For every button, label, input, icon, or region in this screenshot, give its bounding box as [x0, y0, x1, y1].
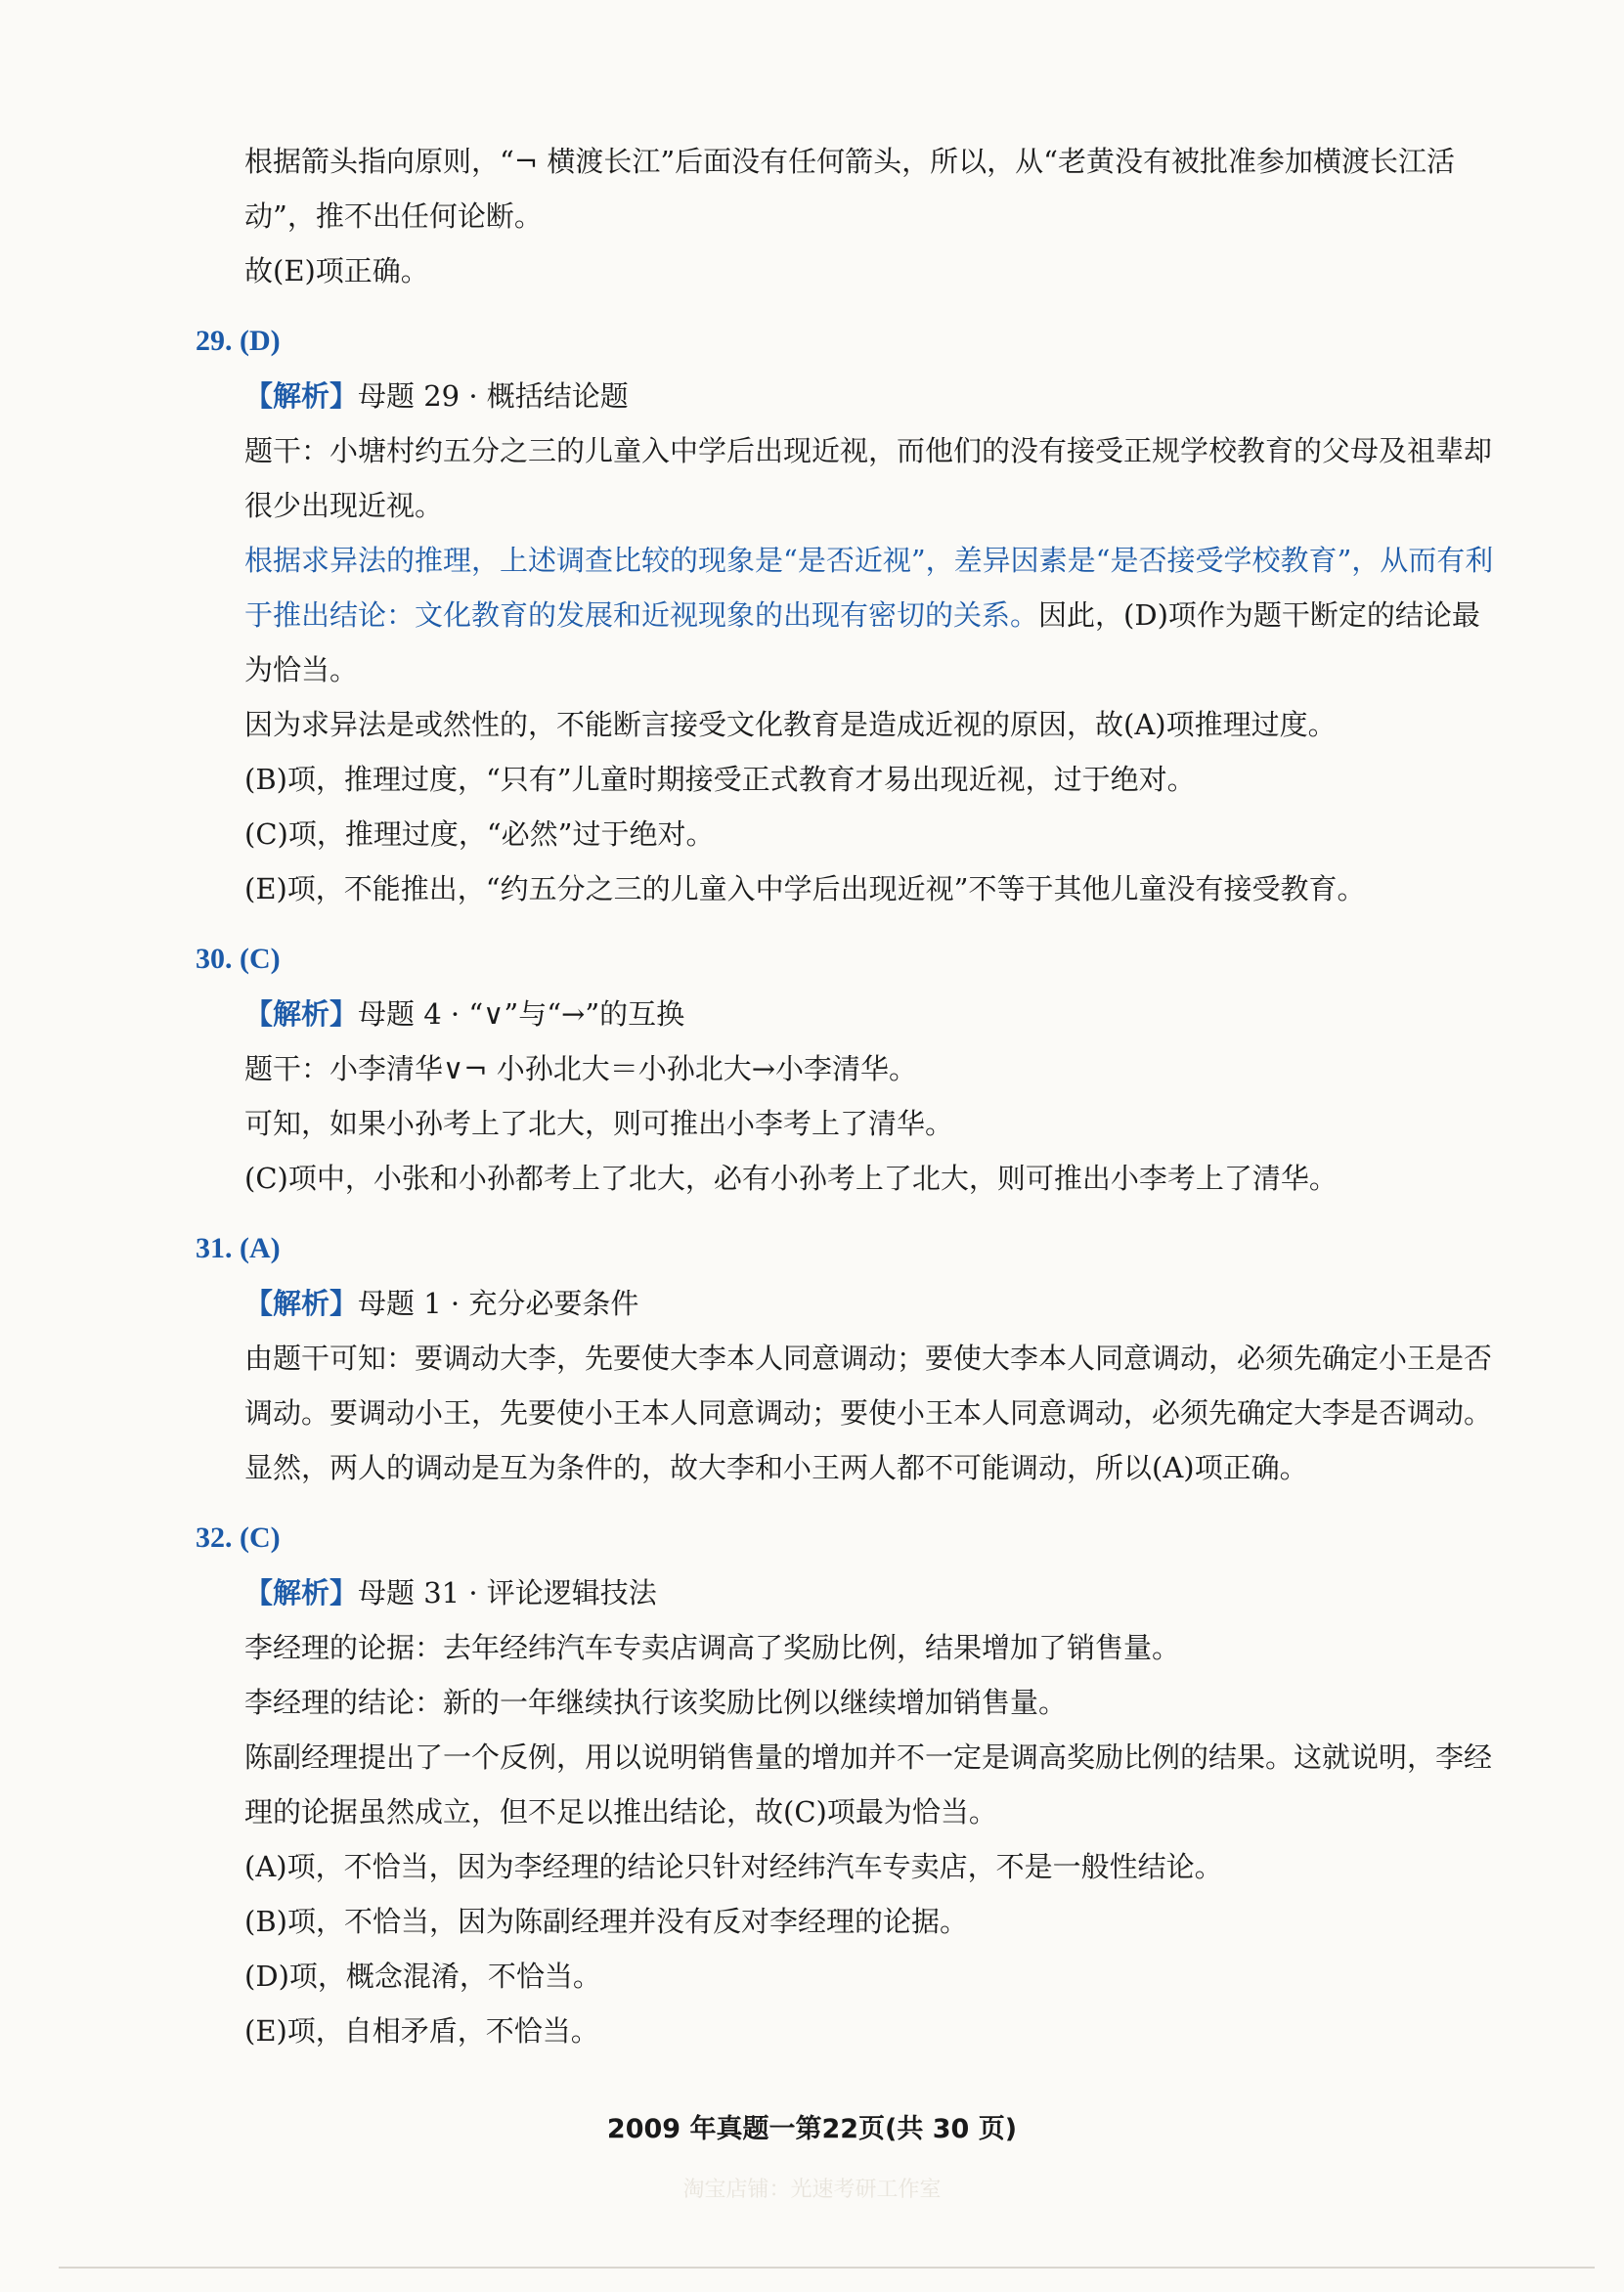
reasoning-conclusion: 因此，(D)项作为题干断定的结论最为恰当。	[244, 598, 1480, 686]
analysis-tag: 【解析】	[244, 1287, 359, 1320]
question-30-inference: 可知，如果小孙考上了北大，则可推出小李考上了清华。	[244, 1107, 954, 1140]
highlighted-text: 根据求异法的推理，上述调查比较的现象是“是否近视”，差异因素是“是否接受学校教育”，从而有利于推出结论：文化教育的发展和近视现象的出现有密切的关系。	[244, 544, 1494, 632]
question-32-counterexample: 陈副经理提出了一个反例，用以说明销售量的增加并不一定是调高奖励比例的结果。这就说明，李经理的论据虽然成立，但不足以推出结论，故(C)项最为恰当。	[244, 1741, 1493, 1829]
question-29-stem: 题干：小塘村约五分之三的儿童入中学后出现近视，而他们的没有接受正规学校教育的父母及祖辈却很少出现近视。	[244, 434, 1493, 522]
question-32-argument: 李经理的论据：去年经纬汽车专卖店调高了奖励比例，结果增加了销售量。	[244, 1631, 1181, 1664]
question-30-analysis-header	[196, 987, 1506, 1041]
question-31-analysis-header	[196, 1276, 1506, 1331]
analysis-tag: 【解析】	[244, 1576, 359, 1609]
question-32-option-e: (E)项，自相矛盾，不恰当。	[244, 2014, 599, 2048]
question-32-option-a: (A)项，不恰当，因为李经理的结论只针对经纬汽车专卖店，不是一般性结论。	[244, 1850, 1223, 1883]
analysis-tag: 【解析】	[244, 997, 359, 1031]
question-29-number: 29. (D)	[196, 325, 281, 357]
analysis-topic: 母题 31 · 评论逻辑技法	[358, 1576, 657, 1609]
question-29-option-e: (E)项，不能推出，“约五分之三的儿童入中学后出现近视”不等于其他儿童没有接受教育。	[244, 872, 1366, 905]
question-32-number: 32. (C)	[196, 1521, 281, 1554]
intro-paragraph: 根据箭头指向原则，“¬ 横渡长江”后面没有任何箭头，所以，从“老黄没有被批准参加横渡长江活动”，推不出任何论断。	[244, 145, 1455, 233]
question-31-conclusion: 显然，两人的调动是互为条件的，故大李和小王两人都不可能调动，所以(A)项正确。	[244, 1451, 1308, 1484]
watermark: 淘宝店铺：光速考研工作室	[682, 2178, 942, 2202]
question-30-number: 30. (C)	[196, 943, 281, 975]
question-29-option-c: (C)项，推理过度，“必然”过于绝对。	[244, 817, 715, 851]
question-30-stem: 题干：小李清华∨¬ 小孙北大＝小孙北大→小李清华。	[244, 1052, 918, 1085]
question-32-option-b: (B)项，不恰当，因为陈副经理并没有反对李经理的论据。	[244, 1905, 968, 1938]
question-32-analysis-header	[196, 1565, 1506, 1620]
question-29-reasoning	[196, 533, 1506, 697]
analysis-topic: 母题 4 · “∨”与“→”的互换	[358, 997, 685, 1031]
question-29-analysis-header	[196, 369, 1506, 423]
intro-conclusion: 故(E)项正确。	[244, 254, 429, 287]
content-area	[196, 134, 1506, 2058]
question-31-stem: 由题干可知：要调动大李，先要使大李本人同意调动；要使大李本人同意调动，必须先确定小王是否调动。要调动小王，先要使小王本人同意调动；要使小王本人同意调动，必须先确定大李是否调动。	[244, 1342, 1493, 1430]
question-32-conclusion: 李经理的结论：新的一年继续执行该奖励比例以继续增加销售量。	[244, 1686, 1068, 1719]
analysis-topic: 母题 29 · 概括结论题	[358, 379, 629, 413]
question-29-option-b: (B)项，推理过度，“只有”儿童时期接受正式教育才易出现近视，过于绝对。	[244, 763, 1196, 796]
analysis-tag: 【解析】	[244, 379, 359, 413]
bottom-divider	[59, 2267, 1595, 2269]
question-31-number: 31. (A)	[196, 1232, 281, 1264]
question-30-option-c: (C)项中，小张和小孙都考上了北大，必有小孙考上了北大，则可推出小李考上了清华。	[244, 1162, 1338, 1195]
page-footer: 2009 年真题一第22页(共 30 页)	[606, 2114, 1018, 2144]
analysis-topic: 母题 1 · 充分必要条件	[358, 1287, 639, 1320]
question-29-option-a: 因为求异法是或然性的，不能断言接受文化教育是造成近视的原因，故(A)项推理过度。	[244, 708, 1337, 741]
question-32-option-d: (D)项，概念混淆，不恰当。	[244, 1960, 601, 1993]
